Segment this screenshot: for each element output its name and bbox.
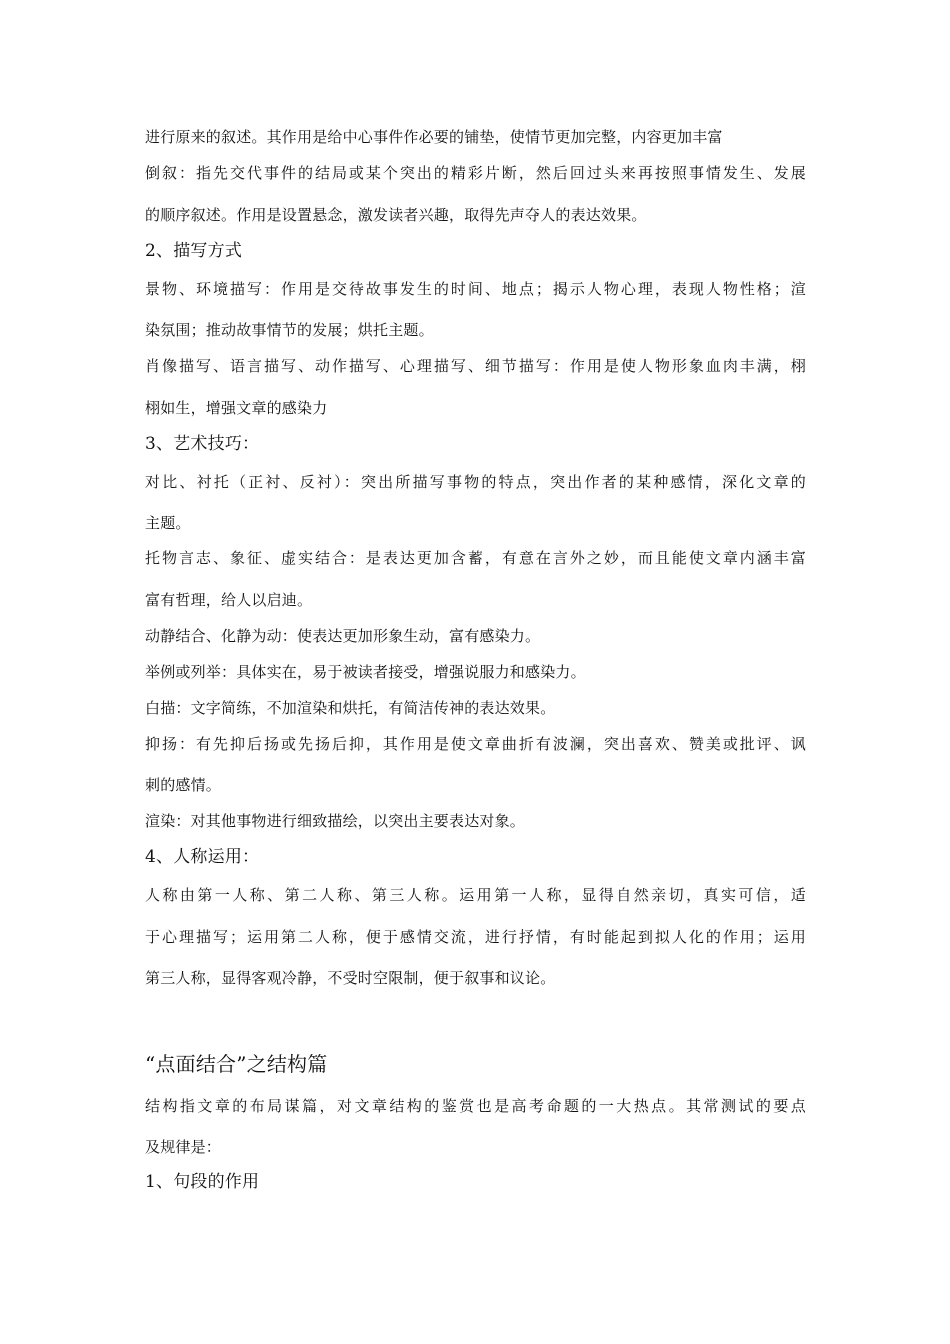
text-line: 白描：文字简练，不加渲染和烘托，有简洁传神的表达效果。 [145, 699, 556, 717]
text-line: 染氛围；推动故事情节的发展；烘托主题。 [145, 321, 434, 339]
text-line: 刺的感情。 [145, 776, 222, 794]
section-heading: 4、人称运用： [145, 847, 260, 867]
section-heading: 3、艺术技巧： [145, 434, 260, 454]
section-heading: 1、句段的作用 [145, 1172, 260, 1192]
text-line: 人称由第一人称、第二人称、第三人称。运用第一人称，显得自然亲切，真实可信，适 [145, 886, 806, 904]
section-title: “点面结合”之结构篇 [145, 1052, 328, 1076]
text-line: 富有哲理，给人以启迪。 [145, 591, 313, 609]
text-line: 进行原来的叙述。其作用是给中心事件作必要的铺垫，使情节更加完整，内容更加丰富 [145, 128, 723, 146]
text-line: 动静结合、化静为动：使表达更加形象生动，富有感染力。 [145, 627, 541, 645]
text-line: 主题。 [145, 514, 191, 532]
text-line: 结构指文章的布局谋篇，对文章结构的鉴赏也是高考命题的一大热点。其常测试的要点 [145, 1097, 806, 1115]
text-line: 栩如生，增强文章的感染力 [145, 399, 328, 417]
text-line: 渲染：对其他事物进行细致描绘，以突出主要表达对象。 [145, 812, 526, 830]
section-heading: 2、描写方式 [145, 241, 243, 261]
text-line: 举例或列举：具体实在，易于被读者接受，增强说服力和感染力。 [145, 663, 586, 681]
text-line: 景物、环境描写：作用是交待故事发生的时间、地点；揭示人物心理，表现人物性格；渲 [145, 280, 806, 298]
text-line: 于心理描写；运用第二人称，便于感情交流，进行抒情，有时能起到拟人化的作用；运用 [145, 928, 806, 946]
text-line: 肖像描写、语言描写、动作描写、心理描写、细节描写：作用是使人物形象血肉丰满，栩 [145, 357, 806, 375]
text-line: 倒叙：指先交代事件的结局或某个突出的精彩片断，然后回过头来再按照事情发生、发展 [145, 164, 806, 182]
text-line: 抑扬：有先抑后扬或先扬后抑，其作用是使文章曲折有波澜，突出喜欢、赞美或批评、讽 [145, 735, 806, 753]
text-line: 及规律是： [145, 1138, 222, 1156]
text-line: 第三人称，显得客观冷静，不受时空限制，便于叙事和议论。 [145, 969, 556, 987]
text-line: 的顺序叙述。作用是设置悬念，激发读者兴趣，取得先声夺人的表达效果。 [145, 206, 647, 224]
text-line: 对比、衬托（正衬、反衬）：突出所描写事物的特点，突出作者的某种感情，深化文章的 [145, 473, 806, 491]
text-line: 托物言志、象征、虚实结合：是表达更加含蓄，有意在言外之妙，而且能使文章内涵丰富 [145, 549, 806, 567]
